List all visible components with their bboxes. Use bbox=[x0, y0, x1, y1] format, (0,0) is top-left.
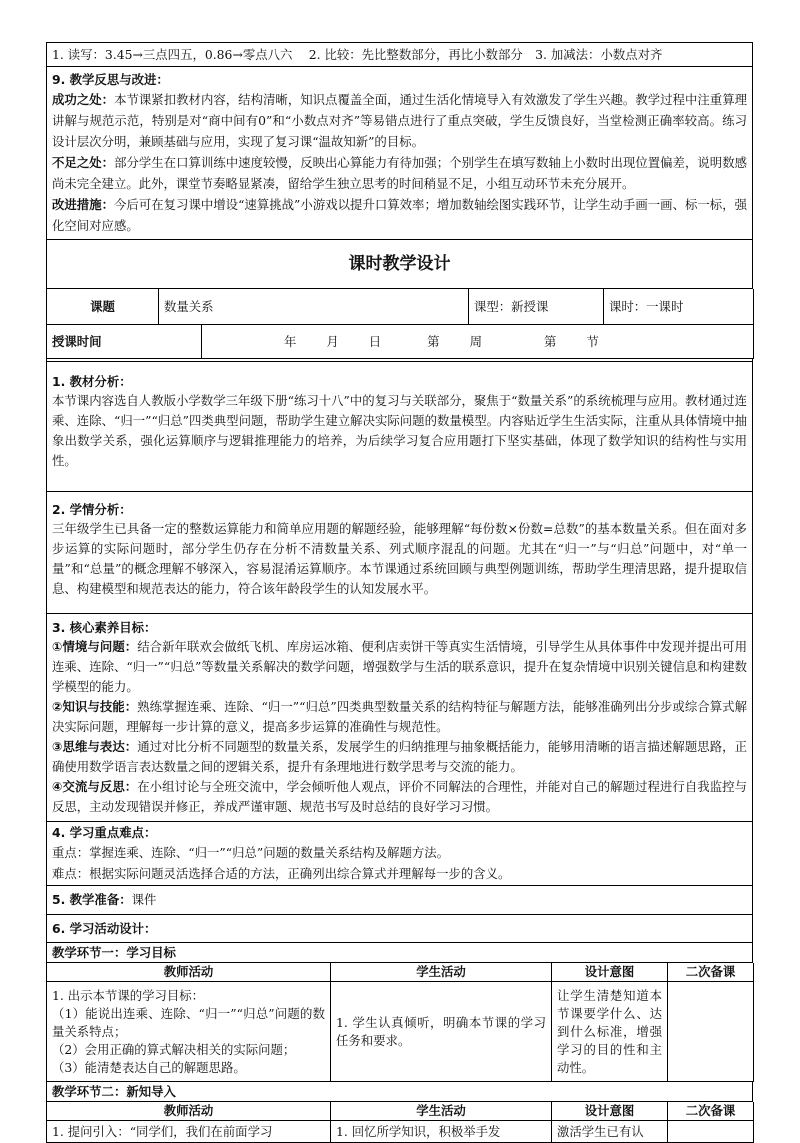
key-section bbox=[46, 822, 753, 886]
literacy-heading: 3. 核心素养目标： bbox=[52, 620, 157, 635]
improve-label: 改进措施： bbox=[52, 197, 115, 212]
time-week: 周 bbox=[469, 334, 482, 350]
key-point: 重点：掌握连乘、连除、“归一”“归总”问题的数量关系结构及解题方法。 bbox=[52, 845, 450, 860]
difficult-point: 难点：根据实际问题灵活选择合适的方法，正确列出综合算式并理解每一步的含义。 bbox=[52, 866, 511, 881]
design-title-box bbox=[46, 240, 753, 289]
topic-label: 课题 bbox=[47, 289, 159, 324]
key-heading: 4. 学习重点难点： bbox=[52, 825, 157, 840]
literacy-text-3: 通过对比分析不同题型的数量关系，发展学生的归纳推理与抽象概括能力，能够用清晰的语言描述解题思路，正确使用数学语言表达数量之间的逻辑关系，提升有条理地进行数学思考与交流的能力。 bbox=[52, 739, 747, 774]
col-intent: 设计意图 bbox=[552, 963, 668, 982]
literacy-label-4: ④交流与反思： bbox=[52, 779, 138, 794]
shortfall-text: 部分学生在口算训练中速度较慢，反映出心算能力有待加强；个别学生在填写数轴上小数时出现位置偏差，说明数感尚未完全建立。此外，课堂节奏略显紧凑，留给学生独立思考的时间稍显不足，小组互动环节未充分展开。 bbox=[52, 155, 748, 191]
col-student: 学生活动 bbox=[331, 963, 552, 982]
activities-heading: 6. 学习活动设计： bbox=[52, 921, 157, 936]
col-teacher: 教师活动 bbox=[47, 963, 331, 982]
stage1-table bbox=[46, 963, 754, 1082]
literacy-section bbox=[46, 614, 753, 822]
time-label: 授课时间 bbox=[47, 325, 202, 359]
lesson-info-table bbox=[46, 289, 754, 325]
literacy-text-4: 在小组讨论与全班交流中，学会倾听他人观点，评价不同解法的合理性，并能对自己的解题过程进行自我监控与反思，主动发现错误并修正，养成严谨审题、规范书写及时总结的良好学习习惯。 bbox=[52, 779, 747, 814]
topic-value: 数量关系 bbox=[159, 289, 469, 324]
analysis-section bbox=[46, 362, 753, 492]
document-page bbox=[46, 42, 753, 1143]
students-section bbox=[46, 492, 753, 614]
stage2-header-row bbox=[47, 1102, 754, 1121]
stage1-row bbox=[47, 982, 754, 1082]
stage1-teacher-line-1: 1. 出示本节课的学习目标： bbox=[52, 987, 205, 1003]
reflection-heading: 9. 教学反思与改进： bbox=[52, 72, 169, 87]
col-second-prep: 二次备课 bbox=[668, 963, 754, 982]
top-note-text: 1. 读写：3.45→三点四五，0.86→零点八六 2. 比较：先比整数部分，再比小数部分 3. 加减法：小数点对齐 bbox=[52, 47, 663, 62]
col-second-prep-2: 二次备课 bbox=[668, 1102, 754, 1121]
literacy-label-1: ①情境与问题： bbox=[52, 639, 138, 654]
time-fields bbox=[202, 325, 754, 359]
reflection-shortfall bbox=[52, 152, 747, 194]
design-title: 课时教学设计 bbox=[348, 254, 451, 274]
stage1-teacher-line-2: （1）能说出连乘、连除、“归一”“归总”问题的数量关系特点； bbox=[52, 1005, 325, 1039]
time-section: 节 bbox=[586, 334, 599, 350]
lesson-type: 课型：新授课 bbox=[469, 289, 604, 324]
success-text: 本节课紧扣教材内容，结构清晰，知识点覆盖全面，通过生活化情境导入有效激发了学生兴趣。教学过程中注重算理讲解与规范示范，特别是对“商中间有0”和“小数点对齐”等易错点进行了重点突破，学生反馈良好，当堂检测正确率较高。练习设计层次分明，兼顾基础与应用，实现了复习课“温故知新”的目标。 bbox=[52, 92, 748, 149]
activities-section bbox=[46, 915, 753, 943]
literacy-item-2 bbox=[52, 697, 747, 737]
prep-heading: 5. 教学准备： bbox=[52, 892, 132, 907]
success-label: 成功之处： bbox=[52, 92, 115, 107]
col-student-2: 学生活动 bbox=[331, 1102, 552, 1121]
time-day: 日 bbox=[368, 334, 382, 350]
time-year: 年 bbox=[284, 334, 297, 350]
literacy-item-4 bbox=[52, 777, 747, 817]
reflection-success bbox=[52, 89, 747, 152]
stage2-table bbox=[46, 1102, 754, 1143]
students-heading: 2. 学情分析： bbox=[52, 502, 132, 517]
stage2-intent: 激活学生已有认 bbox=[552, 1121, 668, 1143]
literacy-item-1 bbox=[52, 637, 747, 697]
stage2-student: 1. 回忆所学知识，积极举手发 bbox=[331, 1121, 552, 1143]
improve-text: 今后可在复习课中增设“速算挑战”小游戏以提升口算效率；增加数轴绘图实践环节，让学生动手画一画、标一标，强化空间对应感。 bbox=[52, 197, 747, 233]
col-teacher-2: 教师活动 bbox=[47, 1102, 331, 1121]
stage1-teacher-line-3: （2）会用正确的算式解决相关的实际问题； bbox=[52, 1041, 296, 1057]
prep-text: 课件 bbox=[131, 892, 157, 907]
time-month: 月 bbox=[326, 334, 339, 350]
time-section-pre: 第 bbox=[543, 334, 557, 350]
stage1-teacher bbox=[47, 982, 331, 1082]
analysis-text: 本节课内容选自人教版小学数学三年级下册“练习十八”中的复习与关联部分，聚焦于“数量关系”的系统梳理与应用。教材通过连乘、连除、“归一”“归总”四类典型问题，帮助学生建立解决实际问题的数量模型。内容贴近学生生活实际，注重从具体情境中抽象出数学关系，强化运算顺序与逻辑推理能力的培养，为后续学习复合应用题打下坚实基础，体现了数学知识的结构性与实用性。 bbox=[52, 393, 747, 468]
col-intent-2: 设计意图 bbox=[552, 1102, 668, 1121]
lesson-hours: 课时：一课时 bbox=[604, 289, 754, 324]
literacy-text-1: 结合新年联欢会做纸飞机、库房运冰箱、便利店卖饼干等真实生活情境，引导学生从具体事件中发现并提出可用连乘、连除、“归一”“归总”等数量关系解决的数学问题，增强数学与生活的联系意识，提升在复杂情境中识别关键信息和构建数学模型的能力。 bbox=[52, 639, 747, 694]
lesson-time-table bbox=[46, 325, 754, 360]
stage2-teacher: 1. 提问引入：“同学们，我们在前面学习 bbox=[47, 1121, 331, 1143]
top-note bbox=[46, 42, 753, 67]
stage1-teacher-line-4: （3）能清楚表达自己的解题思路。 bbox=[52, 1059, 246, 1075]
stage1-intent: 让学生清楚知道本节课要学什么、达到什么标准，增强学习的目的性和主动性。 bbox=[552, 982, 668, 1082]
stage2-title: 教学环节二：新知导入 bbox=[46, 1082, 753, 1102]
stage1-student: 1. 学生认真倾听，明确本节课的学习任务和要求。 bbox=[331, 982, 552, 1082]
literacy-label-3: ③思维与表达： bbox=[52, 739, 138, 754]
shortfall-label: 不足之处： bbox=[52, 155, 115, 170]
reflection-improve bbox=[52, 194, 747, 236]
stage1-header-row bbox=[47, 963, 754, 982]
stage1-title: 教学环节一：学习目标 bbox=[46, 943, 753, 963]
analysis-heading: 1. 教材分析： bbox=[52, 374, 132, 389]
stage1-note bbox=[668, 982, 754, 1082]
literacy-label-2: ②知识与技能： bbox=[52, 699, 138, 714]
literacy-item-3 bbox=[52, 737, 747, 777]
literacy-text-2: 熟练掌握连乘、连除、“归一”“归总”四类典型数量关系的结构特征与解题方法，能够准确列出分步或综合算式解决实际问题，理解每一步计算的意义，提高多步运算的准确性与规范性。 bbox=[52, 699, 747, 734]
reflection-section bbox=[46, 67, 753, 240]
time-week-pre: 第 bbox=[427, 334, 440, 350]
students-text: 三年级学生已具备一定的整数运算能力和简单应用题的解题经验，能够理解“每份数×份数=总数”的基本数量关系。但在面对多步运算的实际问题时，部分学生仍存在分析不清数量关系、列式顺序混乱的问题。尤其在“归一”与“归总”问题中，对“单一量”和“总量”的概念理解不够深入，容易混淆运算顺序。本节课通过系统回顾与典型例题训练，帮助学生理清思路，提升提取信息、构建模型和规范表达的能力，符合该年龄段学生的认知发展水平。 bbox=[52, 521, 747, 596]
prep-section bbox=[46, 886, 753, 915]
